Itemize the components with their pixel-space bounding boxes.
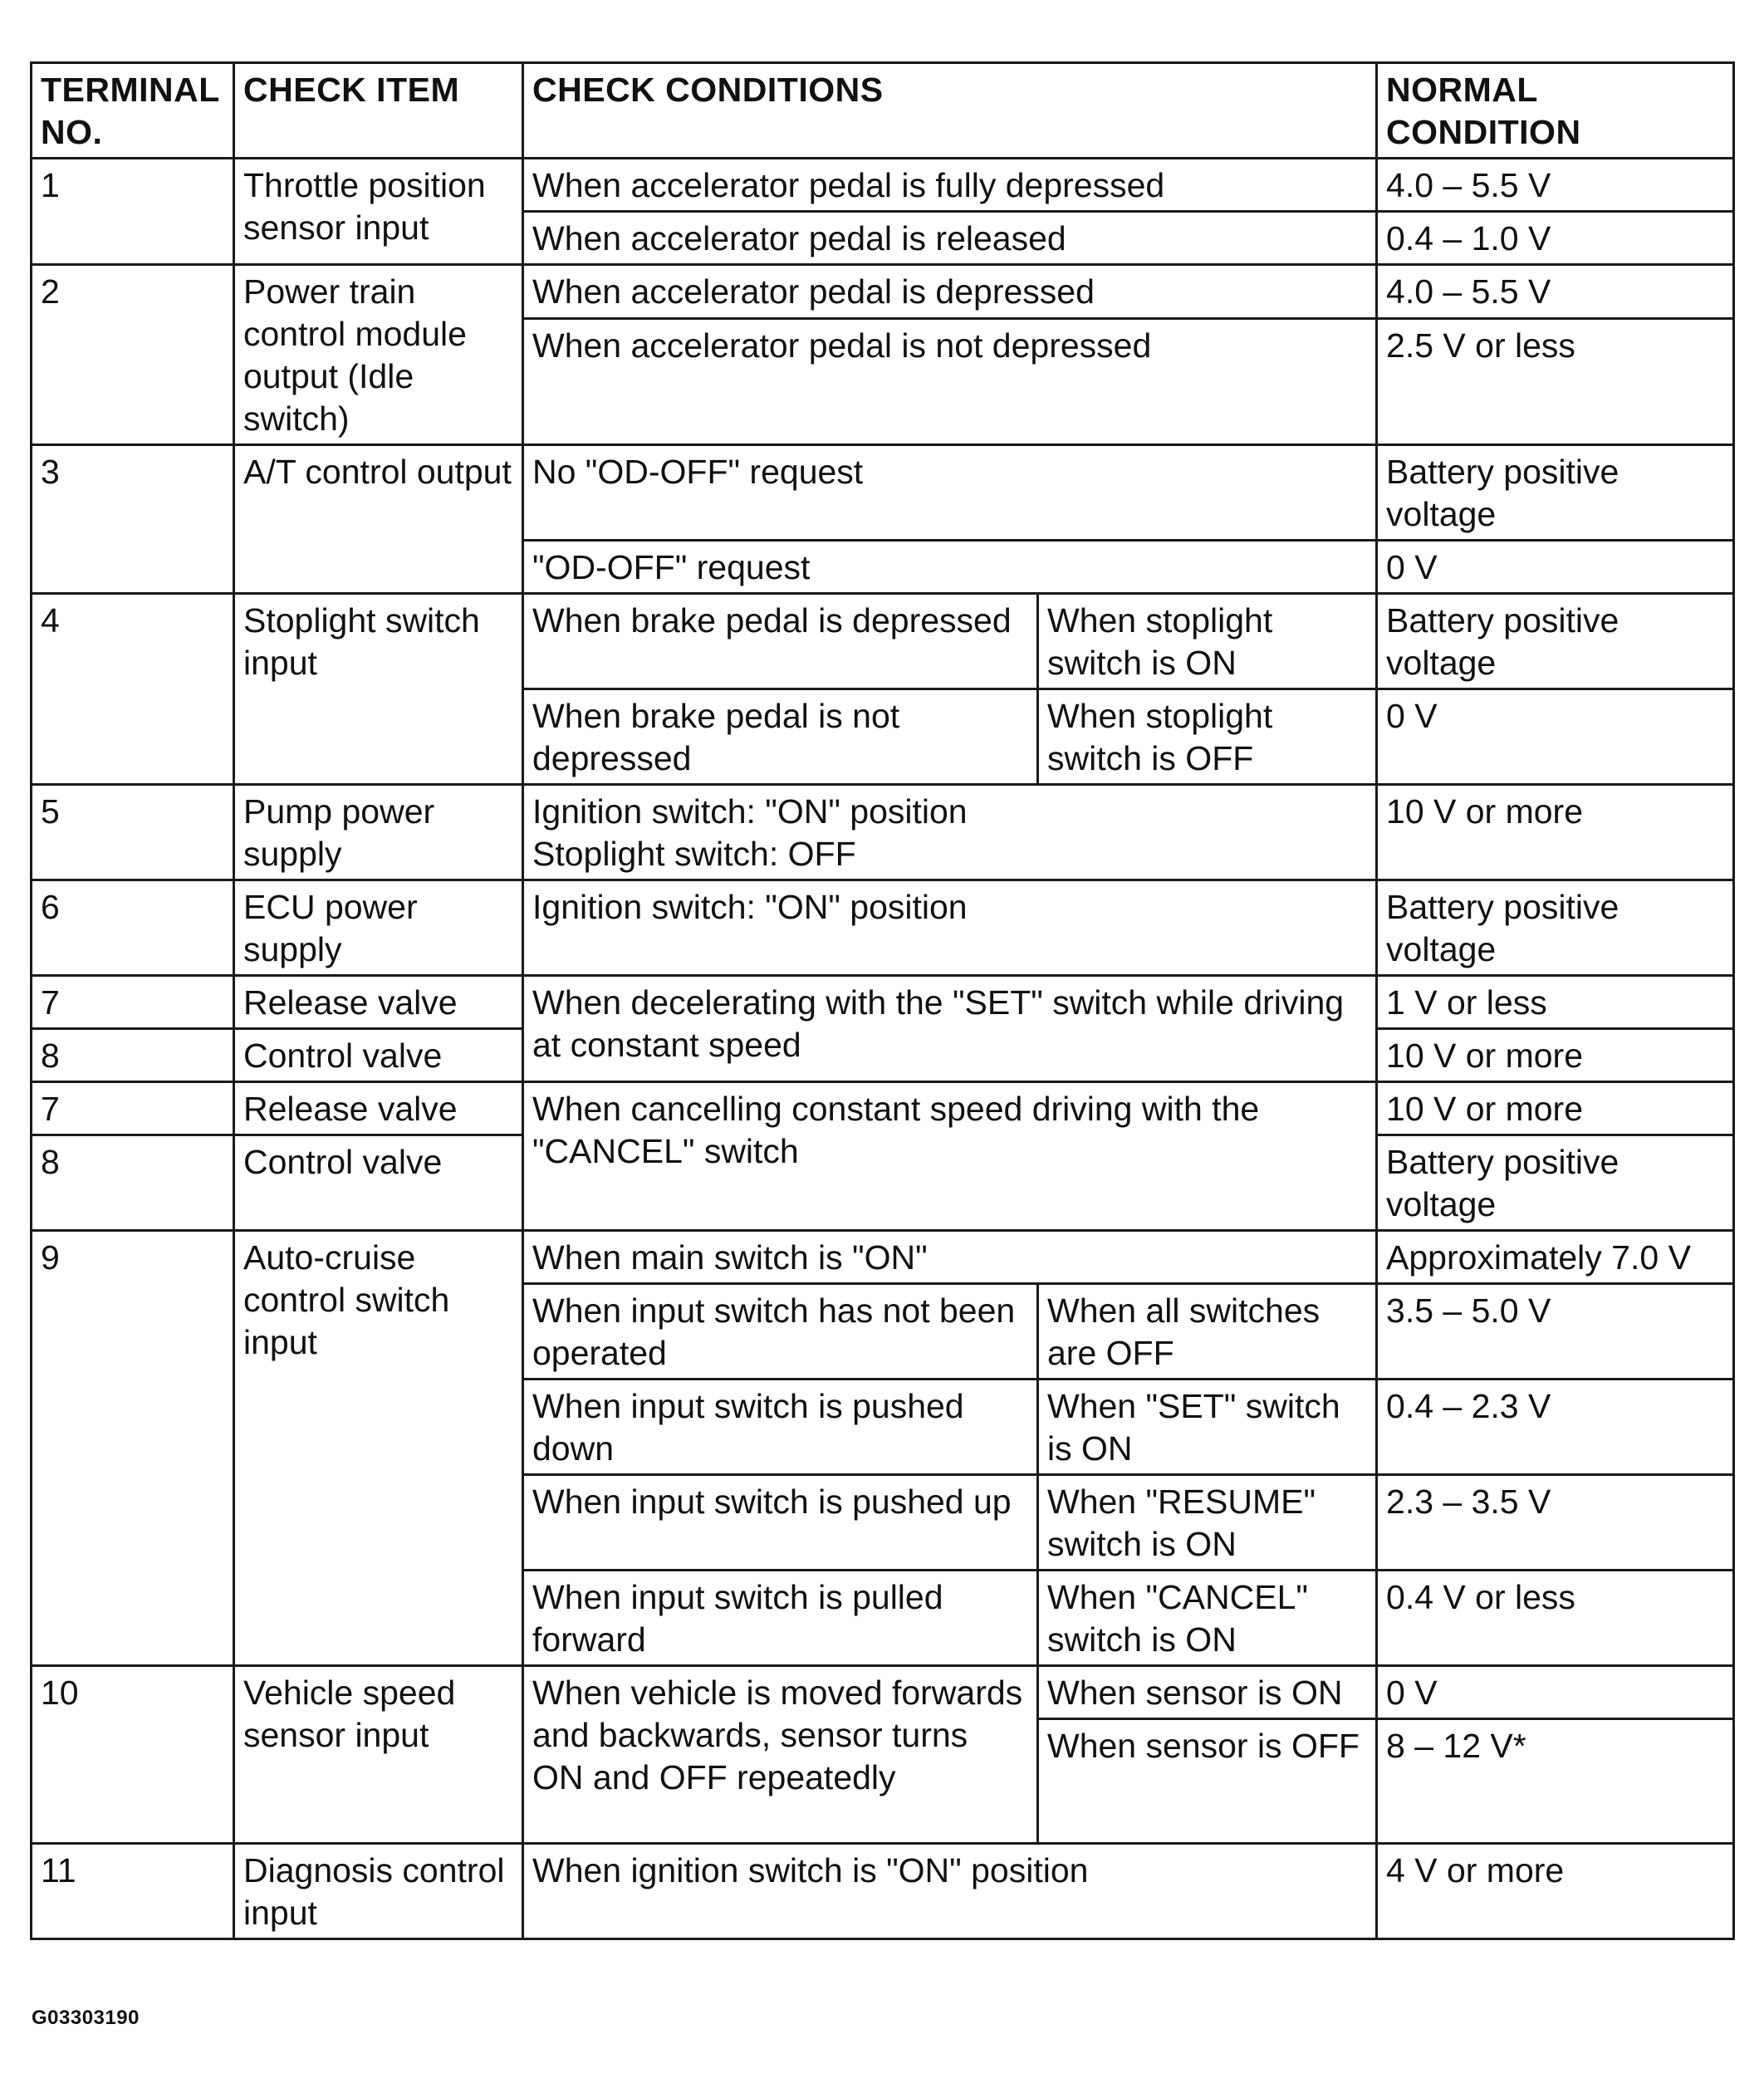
- table-row: [32, 785, 1734, 880]
- normal-cell: 4 V or more: [1377, 1844, 1734, 1939]
- normal-cell: 0.4 V or less: [1377, 1571, 1734, 1666]
- table-header-row: [32, 63, 1734, 159]
- normal-cell: 0.4 – 1.0 V: [1377, 212, 1734, 265]
- table-row: [32, 976, 1734, 1029]
- normal-cell: Battery positive voltage: [1377, 1135, 1734, 1231]
- condition-cell: When accelerator pedal is fully depressed: [523, 159, 1377, 212]
- normal-cell: 0 V: [1377, 1666, 1734, 1719]
- condition-cell: When accelerator pedal is depressed: [523, 265, 1377, 319]
- sub-condition-cell: When sensor is ON: [1038, 1666, 1377, 1719]
- header-check-item: CHECK ITEM: [234, 63, 523, 159]
- normal-cell: 0 V: [1377, 689, 1734, 785]
- terminal-cell: 6: [32, 880, 234, 976]
- terminal-cell: 7: [32, 976, 234, 1029]
- check-item-cell: A/T control output: [234, 445, 523, 594]
- check-item-cell: Throttle position sensor input: [234, 159, 523, 265]
- condition-cell: When brake pedal is depressed: [523, 594, 1038, 689]
- sub-condition-cell: When "RESUME" switch is ON: [1038, 1475, 1377, 1571]
- check-item-cell: Auto-cruise control switch input: [234, 1231, 523, 1666]
- check-item-cell: Stoplight switch input: [234, 594, 523, 785]
- check-item-cell: Release valve: [234, 1082, 523, 1135]
- table-row: [32, 159, 1734, 212]
- table-row: [32, 594, 1734, 689]
- terminal-cell: 5: [32, 785, 234, 880]
- condition-cell: When main switch is "ON": [523, 1231, 1377, 1284]
- check-item-cell: ECU power supply: [234, 880, 523, 976]
- check-item-cell: Pump power supply: [234, 785, 523, 880]
- sub-condition-cell: When stoplight switch is ON: [1038, 594, 1377, 689]
- terminal-cell: 8: [32, 1029, 234, 1082]
- normal-cell: 10 V or more: [1377, 1029, 1734, 1082]
- table-row: [32, 1666, 1734, 1719]
- normal-cell: 1 V or less: [1377, 976, 1734, 1029]
- header-normal-condition: NORMAL CONDITION: [1377, 63, 1734, 159]
- terminal-cell: 9: [32, 1231, 234, 1666]
- normal-cell: 2.3 – 3.5 V: [1377, 1475, 1734, 1571]
- table-row: [32, 1844, 1734, 1939]
- normal-cell: Battery positive voltage: [1377, 880, 1734, 976]
- normal-cell: 10 V or more: [1377, 785, 1734, 880]
- table-row: [32, 1082, 1734, 1135]
- header-terminal: TERMINAL NO.: [32, 63, 234, 159]
- normal-cell: Battery positive voltage: [1377, 445, 1734, 541]
- condition-cell: When accelerator pedal is released: [523, 212, 1377, 265]
- condition-cell: When ignition switch is "ON" position: [523, 1844, 1377, 1939]
- terminal-cell: 10: [32, 1666, 234, 1844]
- condition-cell: When input switch is pushed up: [523, 1475, 1038, 1571]
- header-check-conditions: CHECK CONDITIONS: [523, 63, 1377, 159]
- condition-cell: When brake pedal is not depressed: [523, 689, 1038, 785]
- terminal-cell: 11: [32, 1844, 234, 1939]
- terminal-cell: 7: [32, 1082, 234, 1135]
- terminal-cell: 4: [32, 594, 234, 785]
- condition-cell: When vehicle is moved forwards and backwards, sensor turns ON and OFF repeatedly: [523, 1666, 1038, 1844]
- condition-cell: When input switch is pulled forward: [523, 1571, 1038, 1666]
- normal-cell: Approximately 7.0 V: [1377, 1231, 1734, 1284]
- normal-cell: Battery positive voltage: [1377, 594, 1734, 689]
- condition-cell: Ignition switch: "ON" position: [523, 880, 1377, 976]
- figure-id-label: G03303190: [32, 2007, 140, 2029]
- table-row: [32, 880, 1734, 976]
- terminal-check-table: [30, 61, 1735, 1940]
- sub-condition-cell: When stoplight switch is OFF: [1038, 689, 1377, 785]
- table-row: [32, 445, 1734, 541]
- table-row: [32, 1231, 1734, 1284]
- normal-cell: 4.0 – 5.5 V: [1377, 159, 1734, 212]
- check-item-cell: Power train control module output (Idle switch): [234, 265, 523, 445]
- condition-cell: When accelerator pedal is not depressed: [523, 318, 1377, 444]
- check-item-cell: Vehicle speed sensor input: [234, 1666, 523, 1844]
- condition-cell: When decelerating with the "SET" switch while driving at constant speed: [523, 976, 1377, 1082]
- normal-cell: 0.4 – 2.3 V: [1377, 1380, 1734, 1475]
- normal-cell: 0 V: [1377, 541, 1734, 594]
- sub-condition-cell: When sensor is OFF: [1038, 1719, 1377, 1844]
- normal-cell: 10 V or more: [1377, 1082, 1734, 1135]
- check-item-cell: Release valve: [234, 976, 523, 1029]
- table-row: [32, 265, 1734, 319]
- normal-cell: 3.5 – 5.0 V: [1377, 1284, 1734, 1380]
- condition-cell: "OD-OFF" request: [523, 541, 1377, 594]
- sub-condition-cell: When "SET" switch is ON: [1038, 1380, 1377, 1475]
- check-item-cell: Control valve: [234, 1135, 523, 1231]
- condition-cell: When cancelling constant speed driving with the "CANCEL" switch: [523, 1082, 1377, 1231]
- condition-cell: When input switch has not been operated: [523, 1284, 1038, 1380]
- check-item-cell: Control valve: [234, 1029, 523, 1082]
- normal-cell: 2.5 V or less: [1377, 318, 1734, 444]
- terminal-cell: 3: [32, 445, 234, 594]
- normal-cell: 8 – 12 V*: [1377, 1719, 1734, 1844]
- sub-condition-cell: When "CANCEL" switch is ON: [1038, 1571, 1377, 1666]
- condition-cell: Ignition switch: "ON" position Stoplight switch: OFF: [523, 785, 1377, 880]
- check-item-cell: Diagnosis control input: [234, 1844, 523, 1939]
- terminal-cell: 1: [32, 159, 234, 265]
- normal-cell: 4.0 – 5.5 V: [1377, 265, 1734, 319]
- sub-condition-cell: When all switches are OFF: [1038, 1284, 1377, 1380]
- condition-cell: When input switch is pushed down: [523, 1380, 1038, 1475]
- terminal-cell: 8: [32, 1135, 234, 1231]
- terminal-cell: 2: [32, 265, 234, 445]
- condition-cell: No "OD-OFF" request: [523, 445, 1377, 541]
